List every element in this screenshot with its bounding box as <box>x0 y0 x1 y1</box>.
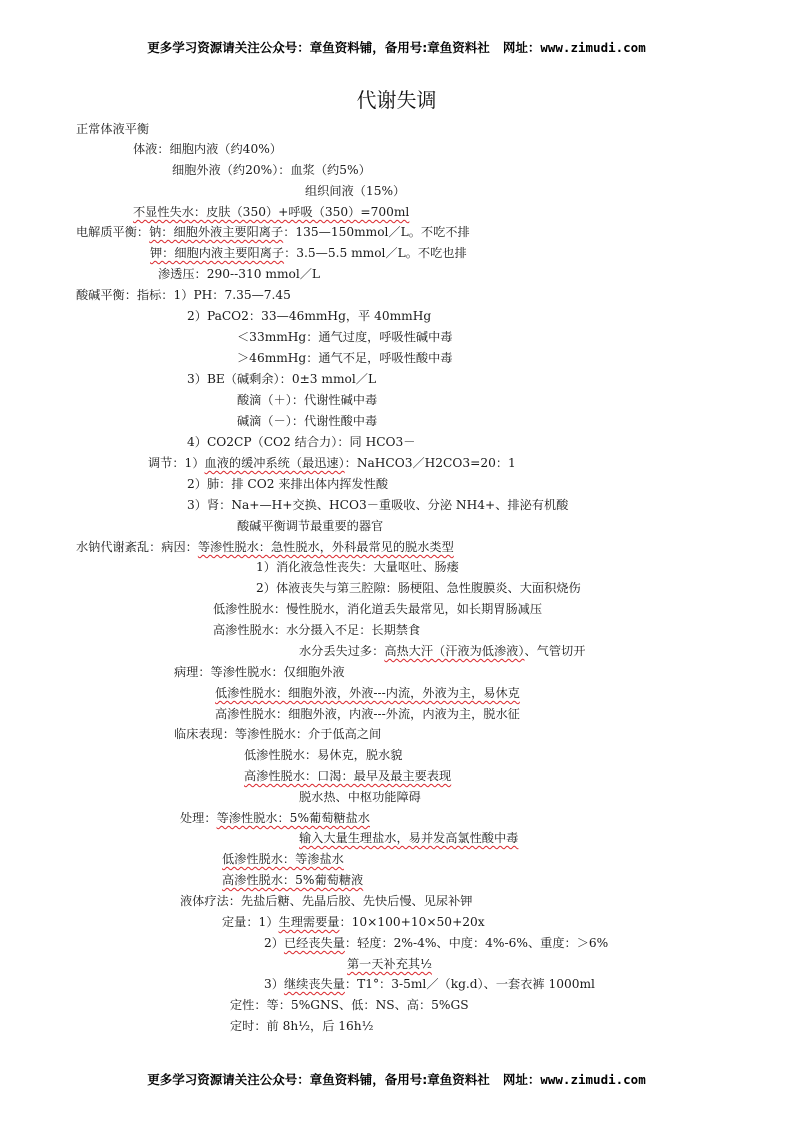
banner-url-label: 网址： <box>502 40 541 55</box>
line-prefix: 处理： <box>180 811 217 825</box>
line-text: 液体疗法：先盐后糖、先晶后胶、先快后慢、见尿补钾 <box>180 894 473 908</box>
line-text: 3）肾：Na+—H+交换、HCO3－重吸收、分泌 NH4+、排泌有机酸 <box>187 498 569 512</box>
line-highlight: 血液的缓冲系统（最迅速） <box>204 456 345 470</box>
text-line <box>244 768 451 784</box>
text-line <box>347 956 432 972</box>
line-highlight: 等渗性脱水：5%葡萄糖盐水 <box>216 811 370 825</box>
line-text: 低渗性脱水：易休克，脱水貌 <box>244 748 403 762</box>
line-text: 低渗性脱水：慢性脱水，消化道丢失最常见，如长期胃肠减压 <box>213 602 543 616</box>
bottom-banner <box>0 1070 793 1088</box>
text-line <box>180 893 473 909</box>
line-text: 3）BE（碱剩余）：0±3 mmol／L <box>187 372 377 386</box>
line-highlight: 低渗性脱水：细胞外液，外液---内流，外液为主，易休克 <box>215 686 520 700</box>
text-line <box>222 914 485 930</box>
line-text: 组织间液（15%） <box>305 184 406 198</box>
line-highlight: 第一天补充其½ <box>347 957 432 971</box>
text-line <box>213 622 420 638</box>
text-line <box>256 559 459 575</box>
text-line <box>148 455 516 471</box>
line-suffix: ：3.5—5.5 mmol／L。不吃也排 <box>284 246 467 260</box>
text-line <box>299 830 518 846</box>
text-line <box>244 747 402 763</box>
text-line <box>256 580 581 596</box>
text-line <box>264 935 608 951</box>
text-line <box>76 539 454 555</box>
line-text: 脱水热、中枢功能障碍 <box>299 790 421 804</box>
line-suffix: ：T1°：3-5ml／（kg.d）、一套衣裤 1000ml <box>344 977 595 991</box>
line-text: 2）体液丧失与第三腔隙：肠梗阻、急性腹膜炎、大面积烧伤 <box>256 581 581 595</box>
line-suffix: 、气管切开 <box>524 644 586 658</box>
text-line <box>237 413 377 429</box>
line-text: 酸碱平衡：指标：1）PH：7.35—7.45 <box>76 288 291 302</box>
text-line <box>237 350 453 366</box>
text-line <box>299 643 585 659</box>
text-line <box>222 872 363 888</box>
line-highlight: 高热大汗（汗液为低渗液） <box>384 644 525 658</box>
text-line <box>222 851 344 867</box>
line-text: 定时：前 8h½，后 16h½ <box>230 1019 374 1033</box>
text-line <box>264 976 595 992</box>
text-line <box>230 1018 373 1034</box>
text-line <box>180 810 370 826</box>
text-line <box>76 287 291 303</box>
line-prefix: 3） <box>264 977 284 991</box>
line-text: 2）肺：排 CO2 来排出体内挥发性酸 <box>187 477 389 491</box>
line-text: 定性：等：5%GNS、低：NS、高：5%GS <box>230 998 469 1012</box>
banner-text: 更多学习资源请关注公众号：章鱼资料铺，备用号:章鱼资料社 <box>147 40 490 55</box>
line-prefix: 水分丢失过多： <box>299 644 385 658</box>
line-highlight: 高渗性脱水：口渴：最早及最主要表现 <box>244 769 452 783</box>
line-text: 酸碱平衡调节最重要的器官 <box>237 519 384 533</box>
line-text: 病理：等渗性脱水：仅细胞外液 <box>174 665 345 679</box>
line-prefix: 定量：1） <box>222 915 279 929</box>
line-prefix: 电解质平衡： <box>76 225 150 239</box>
line-suffix: ：10×100+10×50+20x <box>339 915 485 929</box>
line-text: 酸滴（＋）：代谢性碱中毒 <box>237 393 378 407</box>
line-highlight: 生理需要量 <box>278 915 340 929</box>
line-highlight: 已经丧失量 <box>283 936 345 950</box>
text-line <box>76 121 149 137</box>
text-line <box>230 997 469 1013</box>
line-prefix: 调节：1） <box>148 456 205 470</box>
text-line <box>299 789 421 805</box>
line-highlight: 不显性失水：皮肤（350）+呼吸（350）=700ml <box>133 205 410 219</box>
line-prefix: 水钠代谢紊乱：病因： <box>76 540 198 554</box>
text-line <box>187 308 431 324</box>
text-line <box>174 726 381 742</box>
top-banner <box>0 38 793 56</box>
text-line <box>150 245 467 261</box>
banner-url[interactable]: www.zimudi.com <box>540 40 646 55</box>
text-line <box>187 476 388 492</box>
text-line <box>187 371 376 387</box>
text-line <box>187 434 415 450</box>
text-line <box>215 706 520 722</box>
line-text: ＜33mmHg：通气过度，呼吸性碱中毒 <box>237 330 453 344</box>
text-line <box>305 183 405 199</box>
text-line <box>174 664 345 680</box>
text-line <box>237 518 383 534</box>
line-text: 2）PaCO2：33—46mmHg，平 40mmHg <box>187 309 432 323</box>
line-text: 碱滴（－）：代谢性酸中毒 <box>237 414 378 428</box>
line-text: 临床表现：等渗性脱水：介于低高之间 <box>174 727 382 741</box>
line-text: 正常体液平衡 <box>76 122 150 136</box>
text-line <box>215 685 520 701</box>
line-suffix: ：135—150mmol／L。不吃不排 <box>283 225 470 239</box>
text-line <box>213 601 542 617</box>
line-suffix: ：NaHCO3／H2CO3=20：1 <box>344 456 516 470</box>
line-highlight: 高渗性脱水：5%葡萄糖液 <box>222 873 364 887</box>
line-text: 细胞外液（约20%）：血浆（约5%） <box>172 163 371 177</box>
line-text: 高渗性脱水：细胞外液，内液---外流，内液为主，脱水征 <box>215 707 520 721</box>
text-line <box>76 224 470 240</box>
line-text: 体液：细胞内液（约40%） <box>133 142 282 156</box>
line-highlight: 继续丧失量 <box>283 977 345 991</box>
line-text: 高渗性脱水：水分摄入不足：长期禁食 <box>213 623 421 637</box>
line-highlight: 输入大量生理盐水，易并发高氯性酸中毒 <box>299 831 519 845</box>
text-line <box>158 266 320 282</box>
text-line <box>237 329 453 345</box>
line-highlight: 低渗性脱水：等渗盐水 <box>222 852 344 866</box>
line-text: 渗透压：290--310 mmol／L <box>158 267 321 281</box>
text-line <box>133 141 282 157</box>
banner-text: 更多学习资源请关注公众号：章鱼资料铺，备用号:章鱼资料社 <box>147 1072 490 1087</box>
line-highlight: 等渗性脱水：急性脱水，外科最常见的脱水类型 <box>197 540 454 554</box>
banner-url-label: 网址： <box>502 1072 541 1087</box>
page-title: 代谢失调 <box>356 88 437 112</box>
line-highlight: 钾：细胞内液主要阳离子 <box>150 246 285 260</box>
line-text: 1）消化液急性丧失：大量呕吐、肠瘘 <box>256 560 459 574</box>
line-suffix: ：轻度：2%-4%、中度：4%-6%、重度：＞6% <box>344 936 609 950</box>
line-highlight: 钠：细胞外液主要阳离子 <box>149 225 284 239</box>
line-prefix: 2） <box>264 936 284 950</box>
text-line <box>133 204 409 220</box>
text-line <box>172 162 371 178</box>
banner-url[interactable]: www.zimudi.com <box>540 1072 646 1087</box>
text-line <box>237 392 377 408</box>
text-line <box>187 497 568 513</box>
line-text: 4）CO2CP（CO2 结合力）：同 HCO3－ <box>187 435 416 449</box>
line-text: ＞46mmHg：通气不足，呼吸性酸中毒 <box>237 351 453 365</box>
